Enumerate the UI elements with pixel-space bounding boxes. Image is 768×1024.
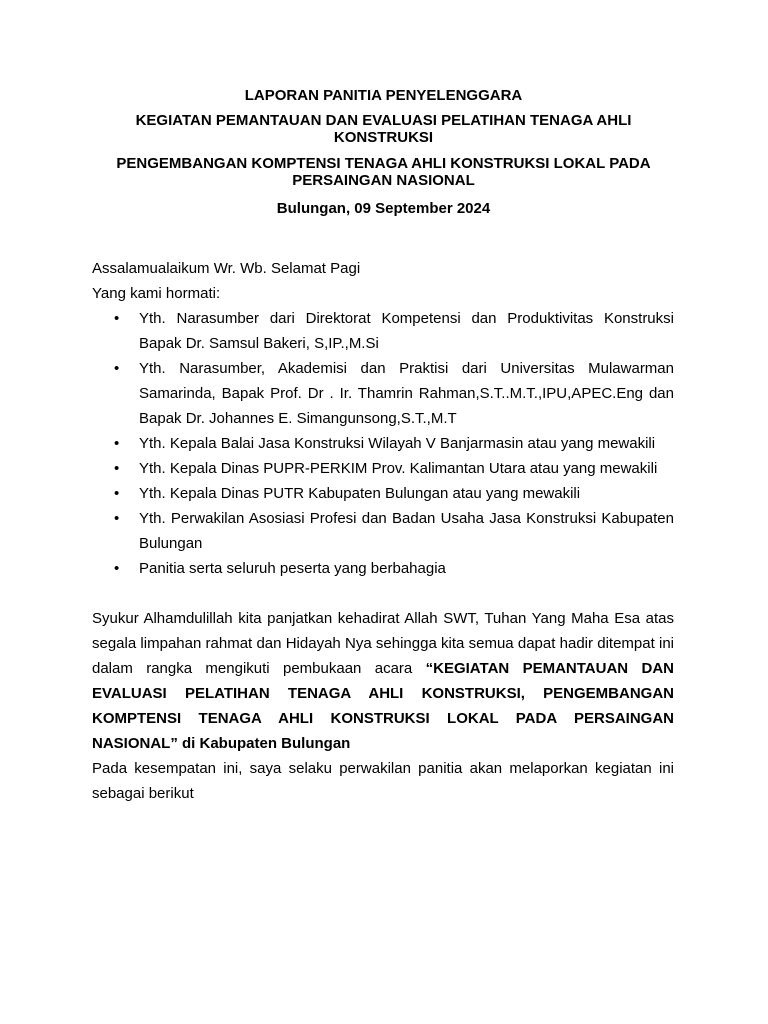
event-name: “KEGIATAN PEMANTAUAN DAN EVALUASI PELATIHAN TENAGA AHLI KONSTRUKSI, PENGEMBANGAN KOMPTENSI TENAGA AHLI KONSTRUKSI LOKAL PADA PERSAINGAN NASIONAL” di Kabupaten Bulungan (92, 660, 674, 752)
bullet-icon: • (114, 310, 120, 327)
event-subtitle: PENGEMBANGAN KOMPTENSI TENAGA AHLI KONSTRUKSI LOKAL PADA PERSAINGAN NASIONAL (116, 155, 651, 189)
bullet-icon: • (114, 435, 120, 452)
addressee-text: Yth. Narasumber dari Direktorat Kompetensi dan Produktivitas Konstruksi Bapak Dr. Samsul Bakeri, S,IP.,M.Si (139, 310, 674, 352)
list-item (92, 481, 674, 506)
list-item (92, 306, 674, 356)
salutation: Yang kami hormati: (92, 285, 221, 302)
list-item (92, 456, 674, 481)
paragraph-spacer (92, 581, 674, 606)
addressee-text: Yth. Kepala Balai Jasa Konstruksi Wilayah V Banjarmasin atau yang mewakili (139, 435, 656, 452)
addressee-text: Yth. Narasumber, Akademisi dan Praktisi dari Universitas Mulawarman Samarinda, Bapak Prof. Dr . Ir. Thamrin Rahman,S.T..M.T.,IPU,APEC.Eng dan Bapak Dr. Johannes E. Simangunsong,S.T.,M.T (139, 360, 674, 427)
report-title: LAPORAN PANITIA PENYELENGGARA (244, 87, 523, 104)
place-date: Bulungan, 09 September 2024 (276, 200, 491, 217)
addressee-list (92, 306, 674, 581)
addressee-text: Yth. Kepala Dinas PUPR-PERKIM Prov. Kalimantan Utara atau yang mewakili (139, 460, 658, 477)
opening-paragraph (92, 606, 674, 756)
greeting: Assalamualaikum Wr. Wb. Selamat Pagi (92, 260, 361, 277)
bullet-icon: • (114, 485, 120, 502)
addressee-text: Yth. Kepala Dinas PUTR Kabupaten Bulungan atau yang mewakili (139, 485, 581, 502)
opening-text: Syukur Alhamdulillah kita panjatkan kehadirat Allah SWT, Tuhan Yang Maha Esa atas segala limpahan rahmat dan Hidayah Nya sehingga kita semua dapat hadir ditempat ini dalam rangka mengikuti pembukaan acara (92, 610, 674, 677)
list-item (92, 356, 674, 431)
bullet-icon: • (114, 510, 120, 527)
document-body (92, 256, 674, 806)
event-title: KEGIATAN PEMANTAUAN DAN EVALUASI PELATIHAN TENAGA AHLI KONSTRUKSI (135, 112, 632, 146)
bullet-icon: • (114, 360, 120, 377)
list-item (92, 431, 674, 456)
addressee-text: Panitia serta seluruh peserta yang berbahagia (139, 560, 446, 577)
addressee-text: Yth. Perwakilan Asosiasi Profesi dan Badan Usaha Jasa Konstruksi Kabupaten Bulungan (139, 510, 674, 552)
list-item (92, 506, 674, 556)
report-intro-paragraph: Pada kesempatan ini, saya selaku perwakilan panitia akan melaporkan kegiatan ini sebagai berikut (92, 760, 674, 802)
bullet-icon: • (114, 560, 120, 577)
bullet-icon: • (114, 460, 120, 477)
list-item (92, 556, 674, 581)
